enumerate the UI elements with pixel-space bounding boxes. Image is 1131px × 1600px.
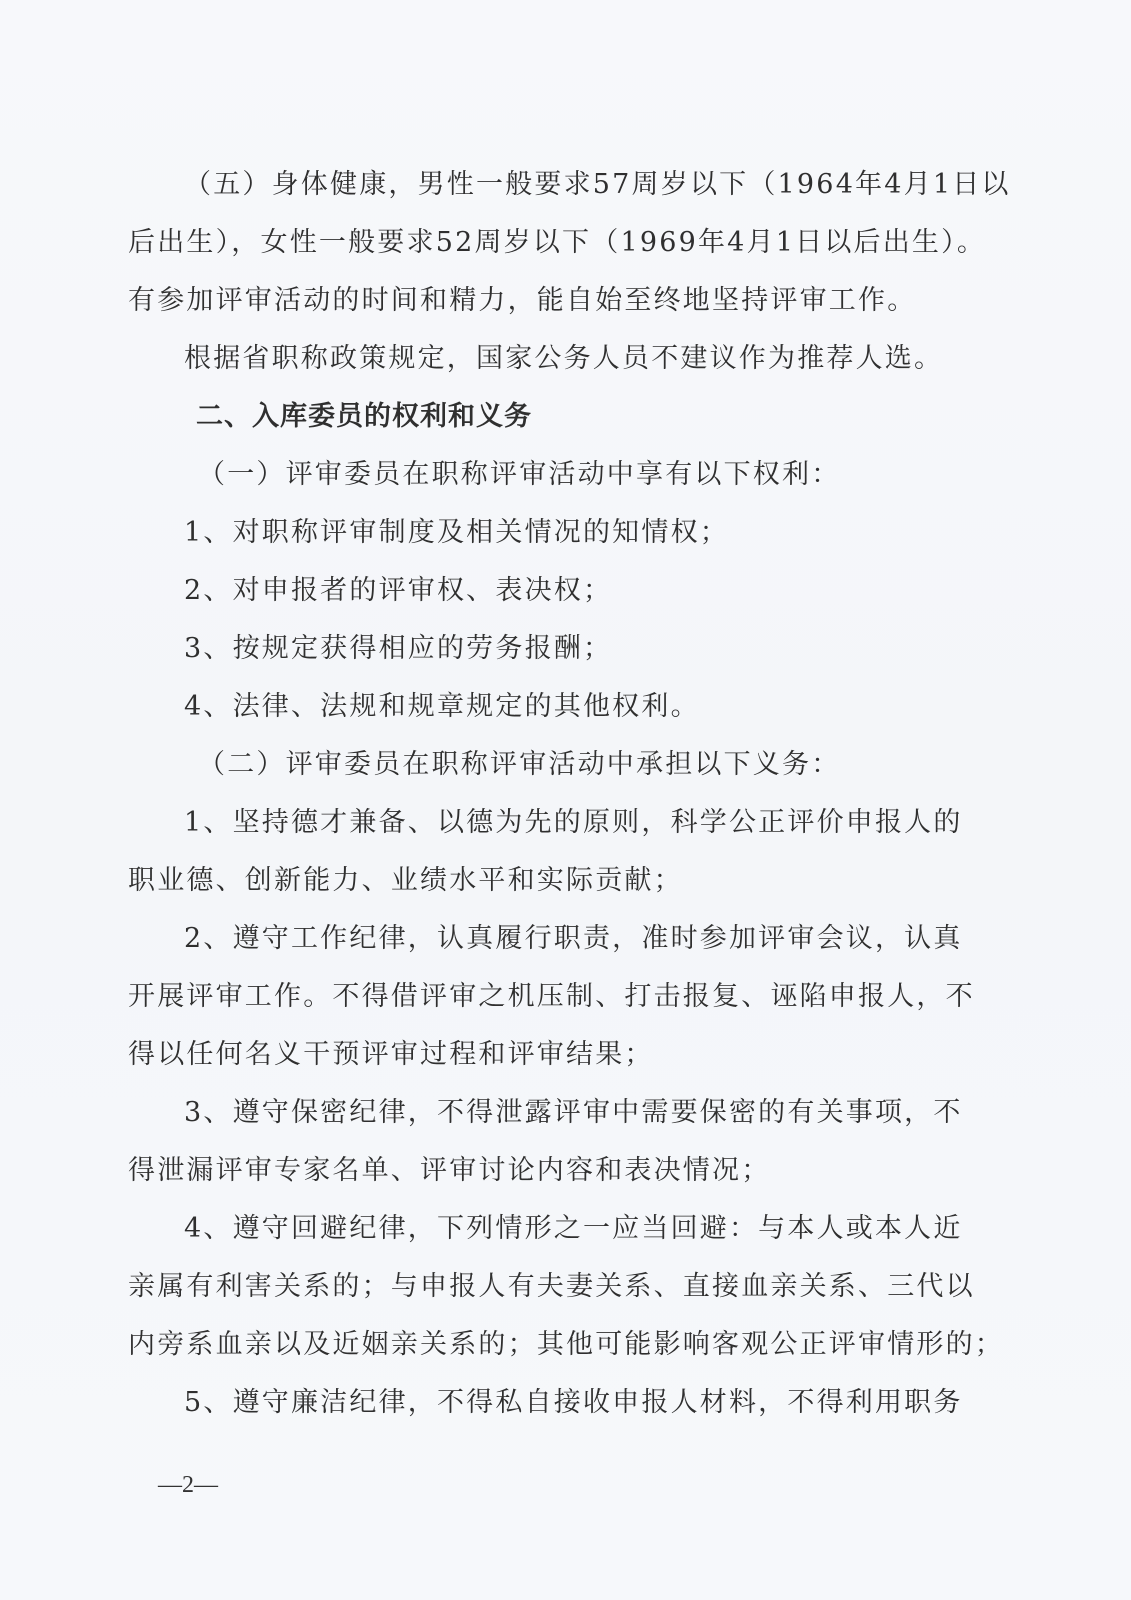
right-item-4: 4、法律、法规和规章规定的其他权利。 [184,691,700,722]
paragraph-5-line-1: （五）身体健康，男性一般要求57周岁以下（1964年4月1日以 [184,169,1011,200]
duty-item-5-line-1: 5、遵守廉洁纪律，不得私自接收申报人材料，不得利用职务 [184,1387,963,1418]
right-item-2: 2、对申报者的评审权、表决权； [184,575,613,606]
duty-item-1-line-1: 1、坚持德才兼备、以德为先的原则，科学公正评价申报人的 [184,807,963,838]
duty-item-2-line-1: 2、遵守工作纪律，认真履行职责，准时参加评审会议，认真 [184,923,963,954]
duty-item-2-line-2: 开展评审工作。不得借评审之机压制、打击报复、诬陷申报人，不 [128,981,975,1012]
duty-item-4-line-2: 亲属有利害关系的；与申报人有夫妻关系、直接血亲关系、三代以 [128,1271,975,1302]
duty-item-4-line-3: 内旁系血亲以及近姻亲关系的；其他可能影响客观公正评审情形的； [128,1329,1004,1360]
duty-item-1-line-2: 职业德、创新能力、业绩水平和实际贡献； [128,865,683,896]
section-heading-rights-duties: 二、入库委员的权利和义务 [196,401,532,432]
subheading-duties: （二）评审委员在职称评审活动中承担以下义务： [198,749,841,780]
duty-item-3-line-2: 得泄漏评审专家名单、评审讨论内容和表决情况； [128,1155,771,1186]
subheading-rights: （一）评审委员在职称评审活动中享有以下权利： [198,459,841,490]
duty-item-3-line-1: 3、遵守保密纪律，不得泄露评审中需要保密的有关事项，不 [184,1097,963,1128]
duty-item-4-line-1: 4、遵守回避纪律，下列情形之一应当回避：与本人或本人近 [184,1213,963,1244]
paragraph-5-line-2: 后出生），女性一般要求52周岁以下（1969年4月1日以后出生）。 [128,227,987,258]
duty-item-2-line-3: 得以任何名义干预评审过程和评审结果； [128,1039,654,1070]
paragraph-5-line-3: 有参加评审活动的时间和精力，能自始至终地坚持评审工作。 [128,285,917,316]
paragraph-policy-note: 根据省职称政策规定，国家公务人员不建议作为推荐人选。 [184,343,944,374]
right-item-1: 1、对职称评审制度及相关情况的知情权； [184,517,729,548]
right-item-3: 3、按规定获得相应的劳务报酬； [184,633,613,664]
page-number: —2— [158,1472,218,1498]
